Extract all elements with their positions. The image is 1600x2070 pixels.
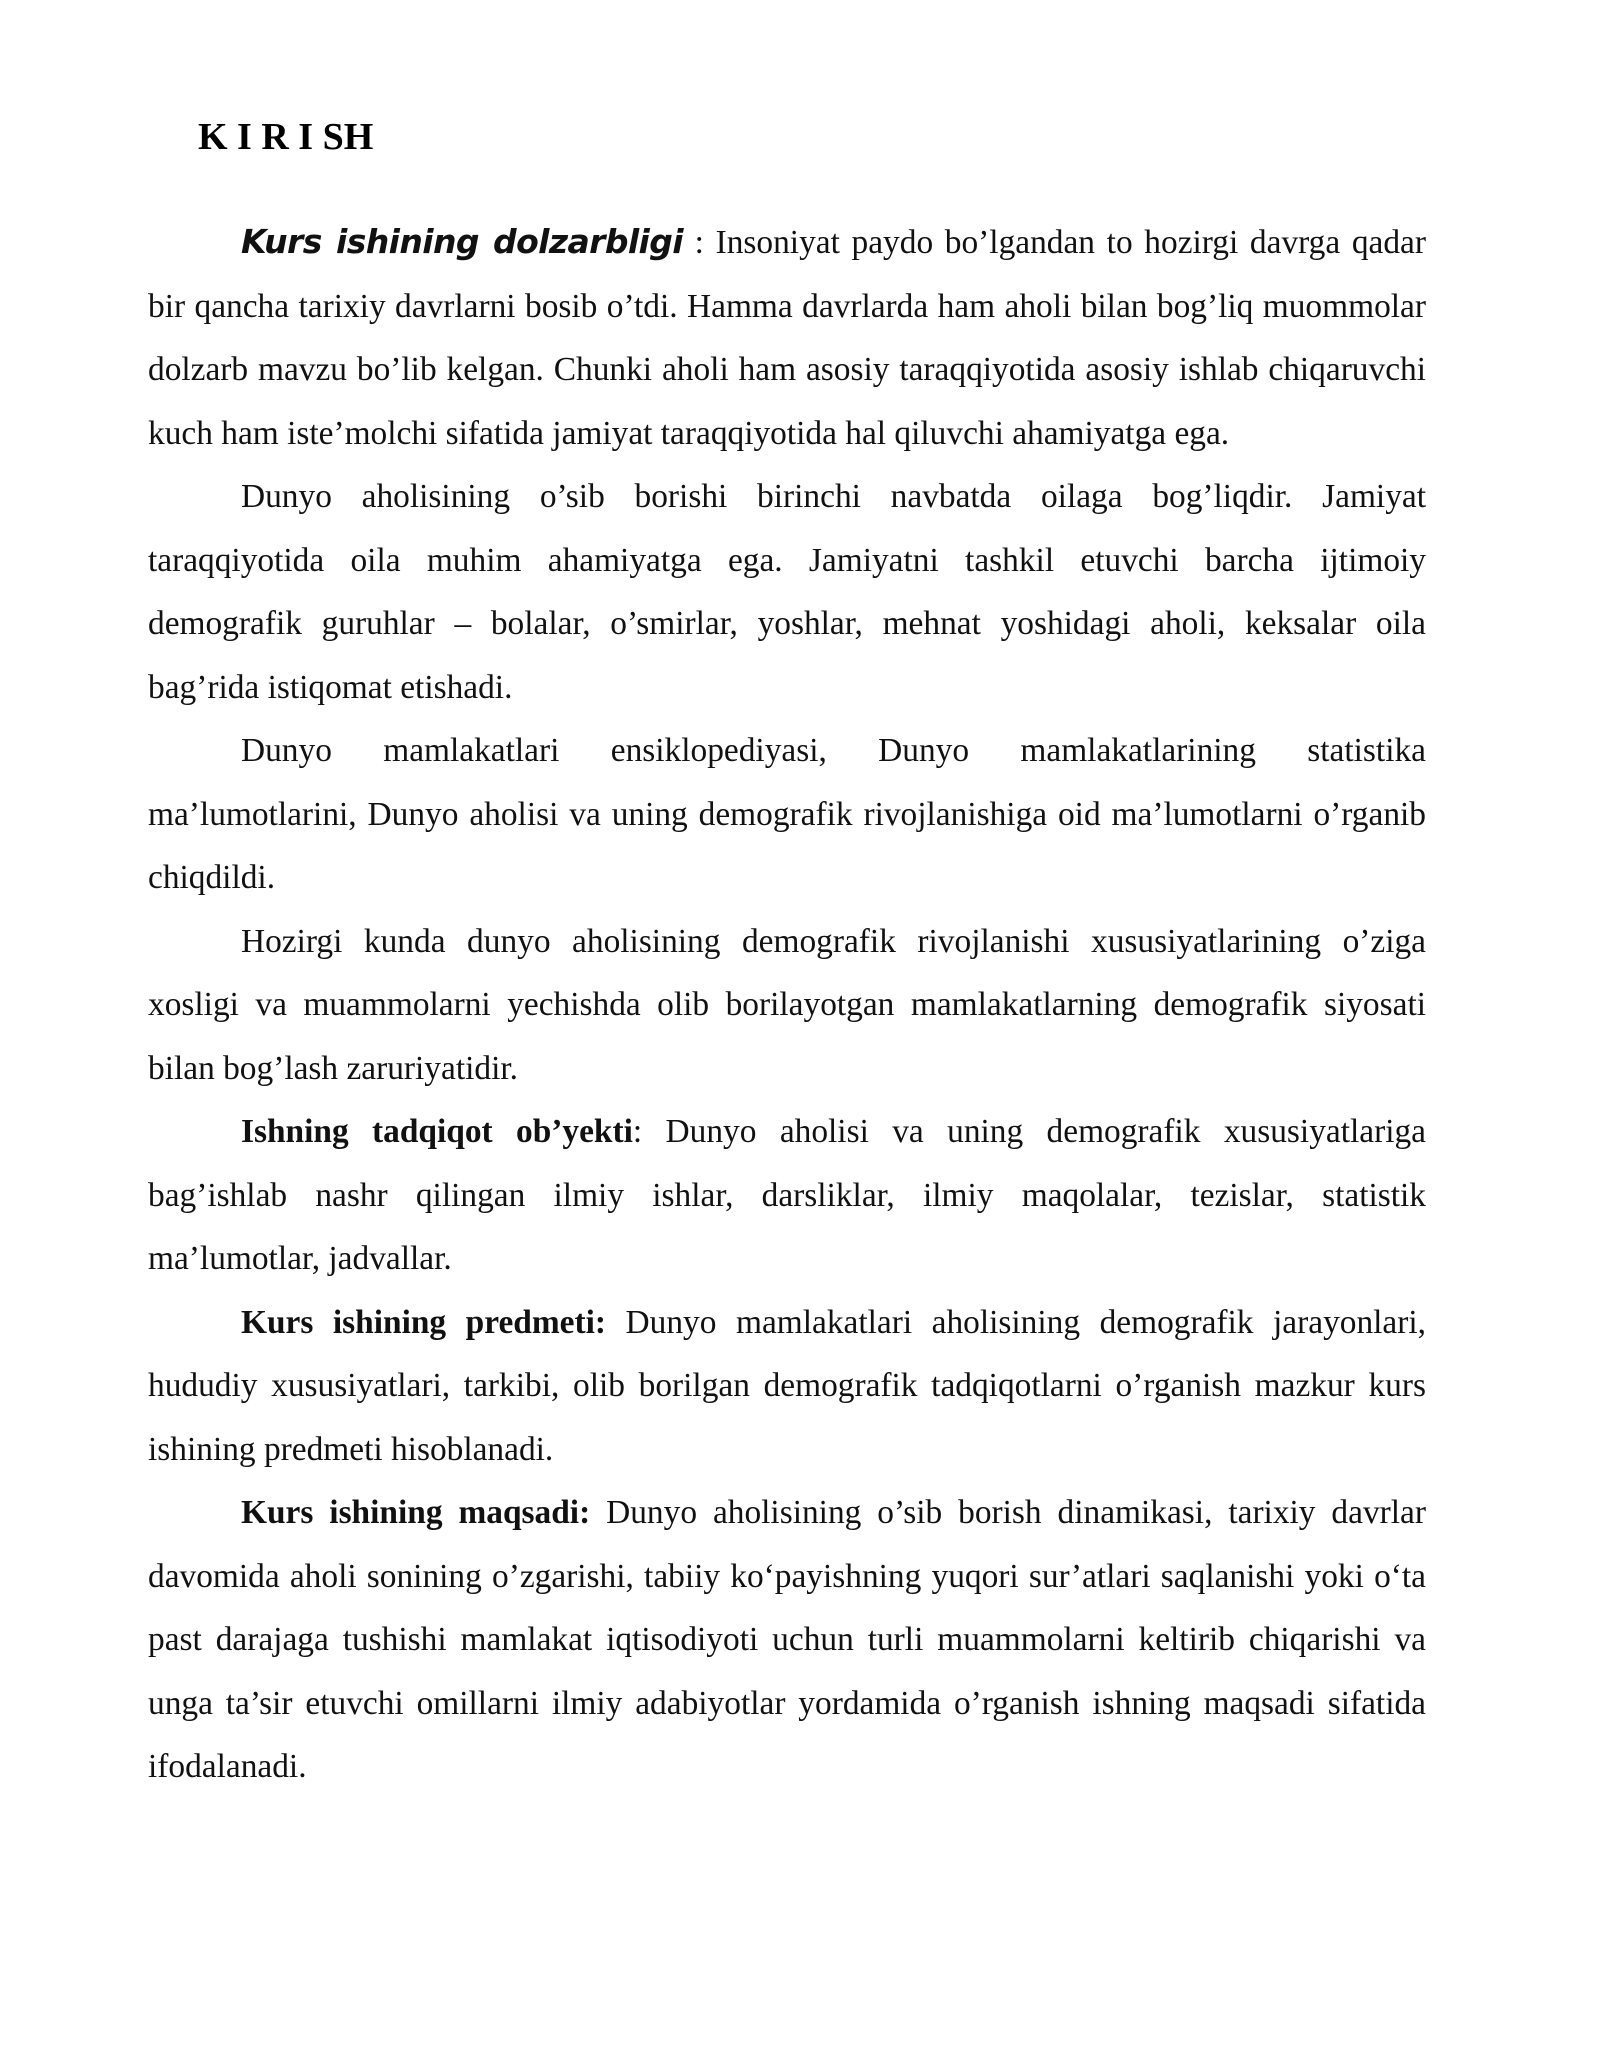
paragraph-lead-goal: Kurs ishining maqsadi:: [241, 1494, 591, 1531]
paragraph-text-family: Dunyo aholisining o’sib borishi birinchi navbatda oilaga bog’liqdir. Jamiyat taraqqiyotida oila muhim ahamiyatga ega. Jamiyatni tashkil etuvchi barcha ijtimoiy demografik guruhlar – bolalar, o’smirlar, yoshlar, mehnat yoshidagi aholi, keksalar oila bag’rida istiqomat etishadi.: [148, 478, 1426, 706]
page-heading: K I R I SH: [198, 116, 374, 158]
paragraph-sources: [148, 719, 1426, 910]
paragraph-text-relevance: : Insoniyat paydo bo’lgandan to hozirgi davrga qadar bir qancha tarixiy davrlarni bosib o’tdi. Hamma davrlarda ham aholi bilan bog’liq muommolar dolzarb mavzu bo’lib kelgan. Chunki aholi ham asosiy taraqqiyotida asosiy ishlab chiqaruvchi kuch ham iste’molchi sifatida jamiyat taraqqiyotida hal qiluvchi ahamiyatga ega.: [148, 224, 1426, 452]
document-body: [148, 210, 1426, 1799]
paragraph-text-sources: Dunyo mamlakatlari ensiklopediyasi, Dunyo mamlakatlarining statistika ma’lumotlarini, Dunyo aholisi va uning demografik rivojlanishiga oid ma’lumotlarni o’rganib chiqdildi.: [148, 732, 1426, 896]
paragraph-research-object: [148, 1100, 1426, 1291]
paragraph-text-research-object: : Dunyo aholisi va uning demografik xususiyatlariga bag’ishlab nashr qilingan ilmiy ishlar, darsliklar, ilmiy maqolalar, tezislar, statistik ma’lumotlar, jadvallar.: [148, 1113, 1426, 1277]
paragraph-current-state: [148, 910, 1426, 1101]
paragraph-lead-research-object: Ishning tadqiqot ob’yekti: [241, 1113, 633, 1150]
paragraph-relevance: [148, 210, 1426, 465]
paragraph-text-subject: Dunyo mamlakatlari aholisining demografik jarayonlari, hududiy xususiyatlari, tarkibi, olib borilgan demografik tadqiqotlarni o’rganish mazkur kurs ishining predmeti hisoblanadi.: [148, 1303, 1426, 1468]
paragraph-lead-relevance: Kurs ishining dolzarbligi: [241, 222, 683, 261]
paragraph-text-goal: Dunyo aholisining o’sib borish dinamikasi, tarixiy davrlar davomida aholi sonining o’zgarishi, tabiiy ko‘payishning yuqori sur’atlari saqlanishi yoki o‘ta past darajaga tushishi mamlakat iqtisodiyoti uchun turli muammolarni keltirib chiqarishi va unga ta’sir etuvchi omillarni ilmiy adabiyotlar yordamida o’rganish ishning maqsadi sifatida ifodalanadi.: [148, 1494, 1426, 1785]
paragraph-subject: [148, 1291, 1426, 1482]
paragraph-goal: [148, 1481, 1426, 1799]
paragraph-lead-subject: Kurs ishining predmeti:: [241, 1303, 606, 1341]
paragraph-family: [148, 465, 1426, 719]
paragraph-text-current-state: Hozirgi kunda dunyo aholisining demografik rivojlanishi xususiyatlarining o’ziga xosligi va muammolarni yechishda olib borilayotgan mamlakatlarning demografik siyosati bilan bog’lash zaruriyatidir.: [148, 922, 1426, 1087]
